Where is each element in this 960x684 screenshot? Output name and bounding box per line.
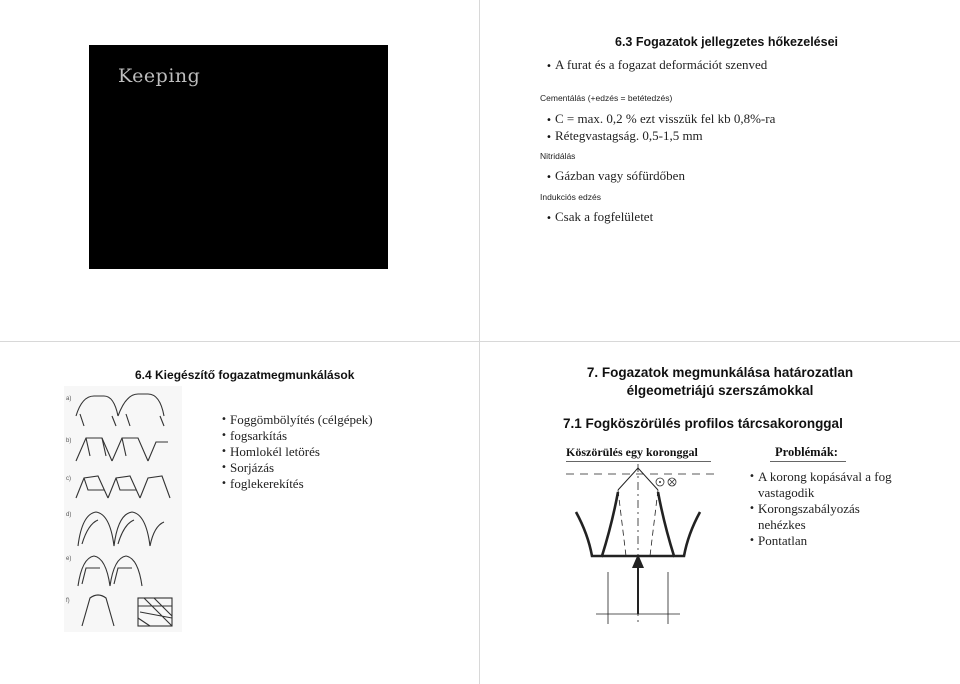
list-item: • Sorjázás — [221, 460, 373, 476]
slide-title-line1: 7. Fogazatok megmunkálása határozatlan — [586, 365, 854, 380]
bullet-gas-salt: • Gázban vagy sófürdőben — [546, 168, 685, 184]
gear-tooth-sketches — [64, 386, 182, 632]
video-caption: Keeping — [118, 65, 201, 87]
bullet-tooth-surface: • Csak a fogfelületet — [546, 209, 653, 225]
list-item: • foglekerekítés — [221, 476, 373, 492]
finishing-operations-list — [221, 412, 373, 492]
slide-title: 6.3 Fogazatok jellegzetes hőkezelései — [615, 35, 839, 49]
slide-title: 6.4 Kiegészítő fogazatmegmunkálások — [135, 368, 355, 382]
slide-subtitle: 7.1 Fogköszörülés profilos tárcsakoronggal — [563, 416, 843, 431]
bullet-layer-thickness: • Rétegvastagság. 0,5-1,5 mm — [546, 128, 703, 144]
problems-underline — [770, 461, 846, 462]
section-label-nitridalas: Nitridálás — [540, 151, 576, 161]
slide-title-line2: élgeometriájú szerszámokkal — [626, 383, 814, 398]
slide-separator-horizontal — [0, 341, 960, 342]
list-item: • Pontatlan — [749, 533, 909, 549]
figure-label-f: f) — [66, 598, 70, 604]
slide-separator-vertical-top — [479, 0, 480, 341]
list-item: • fogsarkítás — [221, 428, 373, 444]
list-item: • Korongszabályozás nehézkes — [749, 501, 909, 533]
figure-caption: Köszörülés egy koronggal — [566, 445, 698, 459]
list-item: • Foggömbölyítés (célgépek) — [221, 412, 373, 428]
figure-label-e: e) — [66, 556, 72, 562]
video-frame[interactable] — [89, 45, 388, 269]
bullet-deformation: • A furat és a fogazat deformációt szenved — [546, 57, 767, 73]
figure-label-d: d) — [66, 512, 72, 518]
slide-title — [480, 364, 960, 400]
figure-label-b: b) — [66, 438, 72, 444]
figure-label-a: a) — [66, 396, 72, 402]
section-label-cementalas: Cementálás (+edzés = betétedzés) — [540, 93, 673, 103]
problems-title: Problémák: — [775, 445, 838, 459]
bullet-carbon: • C = max. 0,2 % ezt visszük fel kb 0,8%-ra — [546, 111, 775, 127]
list-item: • A korong kopásával a fog vastagodik — [749, 469, 909, 501]
figure-label-c: c) — [66, 476, 71, 482]
grinding-wheel-diagram — [566, 464, 718, 626]
problems-list — [749, 469, 909, 549]
caption-underline — [566, 461, 711, 462]
section-label-indukcios: Indukciós edzés — [540, 192, 601, 202]
list-item: • Homlokél letörés — [221, 444, 373, 460]
